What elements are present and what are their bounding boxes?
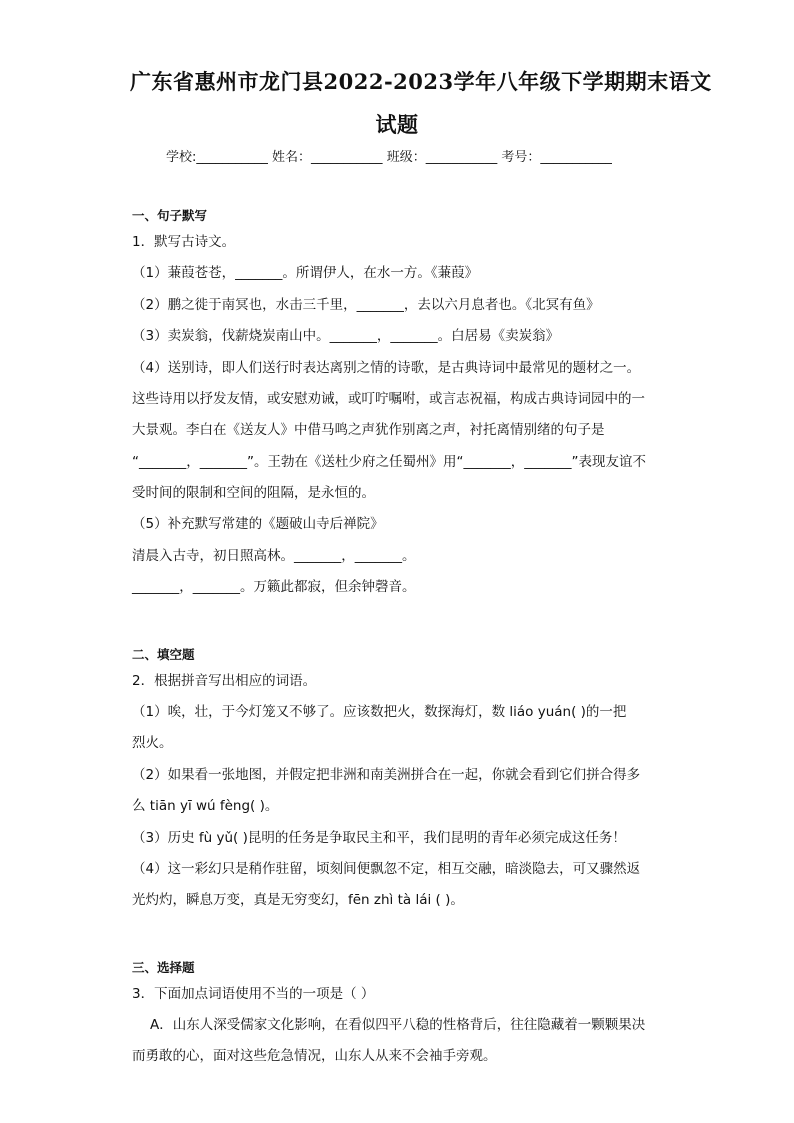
question-1-item-3: （3）卖炭翁，伐薪烧炭南山中。_______，_______。白居易《卖炭翁》 — [132, 328, 560, 344]
question-3-stem: 3．下面加点词语使用不当的一项是（ ） — [132, 986, 375, 1002]
question-1-item-2: （2）鹏之徙于南冥也，水击三千里，_______，去以六月息者也。《北冥有鱼》 — [132, 297, 600, 313]
question-1-item-5-text: 清晨入古寺，初日照高林。_______，_______。 — [132, 548, 416, 564]
exam-number-field[interactable]: 考号：___________ — [501, 150, 612, 165]
section-heading-3: 三、选择题 — [132, 960, 195, 975]
question-2-item-2-text: 么 tiān yī wú fèng( )。 — [132, 798, 279, 814]
question-1-item-5-text: _______，_______。万籁此都寂，但余钟磬音。 — [132, 579, 416, 595]
question-1-item-1: （1）蒹葭苍苍，_______。所谓伊人，在水一方。《蒹葭》 — [132, 265, 479, 281]
question-1-stem: 1．默写古诗文。 — [132, 234, 236, 250]
option-a-text: 而勇敢的心，面对这些危急情况，山东人从来不会袖手旁观。 — [132, 1048, 497, 1064]
student-info-row — [166, 146, 612, 165]
option-a: A．山东人深受儒家文化影响，在看似四平八稳的性格背后，往往隐藏着一颗颗果决 — [150, 1017, 646, 1033]
question-1-item-4-text: 受时间的限制和空间的阻隔，是永恒的。 — [132, 485, 375, 501]
question-2-item-3: （3）历史 fù yǔ( )昆明的任务是争取民主和平，我们昆明的青年必须完成这任务！ — [132, 830, 626, 846]
section-heading-2: 二、填空题 — [132, 647, 195, 662]
school-field[interactable]: 学校:___________ — [166, 150, 268, 165]
question-2-item-4: （4）这一彩幻只是稍作驻留，顷刻间便飘忽不定，相互交融，暗淡隐去，可又骤然返 — [132, 861, 641, 877]
question-1-item-4-text: “_______，_______”。王勃在《送杜少府之任蜀州》用“_______，_______”表现友谊不 — [132, 454, 646, 470]
question-2-item-4-text: 光灼灼，瞬息万变，真是无穷变幻，fēn zhì tà lái ( )。 — [132, 892, 464, 908]
question-2-item-1: （1）唉，壮，于今灯笼又不够了。应该数把火，数探海灯，数 liáo yuán( )的一把 — [132, 704, 627, 720]
question-1-item-5: （5）补充默写常建的《题破山寺后禅院》 — [132, 516, 384, 532]
class-field[interactable]: 班级：___________ — [386, 150, 498, 165]
question-1-item-4-text: 这些诗用以抒发友情，或安慰劝诫，或叮咛嘱咐，或言志祝福，构成古典诗词园中的一 — [132, 391, 645, 407]
question-2-item-1-text: 烈火。 — [132, 735, 173, 751]
question-1-item-4: （4）送别诗，即人们送行时表达离别之情的诗歌，是古典诗词中最常见的题材之一。 — [132, 360, 641, 376]
question-2-item-2: （2）如果看一张地图，并假定把非洲和南美洲拼合在一起，你就会看到它们拼合得多 — [132, 767, 641, 783]
question-2-stem: 2．根据拼音写出相应的词语。 — [132, 673, 317, 689]
page-title: 广东省惠州市龙门县2022-2023学年八年级下学期期末语文 — [130, 69, 712, 94]
section-heading-1: 一、句子默写 — [132, 208, 208, 223]
page-title-continued: 试题 — [375, 112, 419, 137]
name-field[interactable]: 姓名：___________ — [272, 150, 383, 165]
question-1-item-4-text: 大景观。李白在《送友人》中借马鸣之声犹作别离之声，衬托离情别绪的句子是 — [132, 422, 605, 438]
